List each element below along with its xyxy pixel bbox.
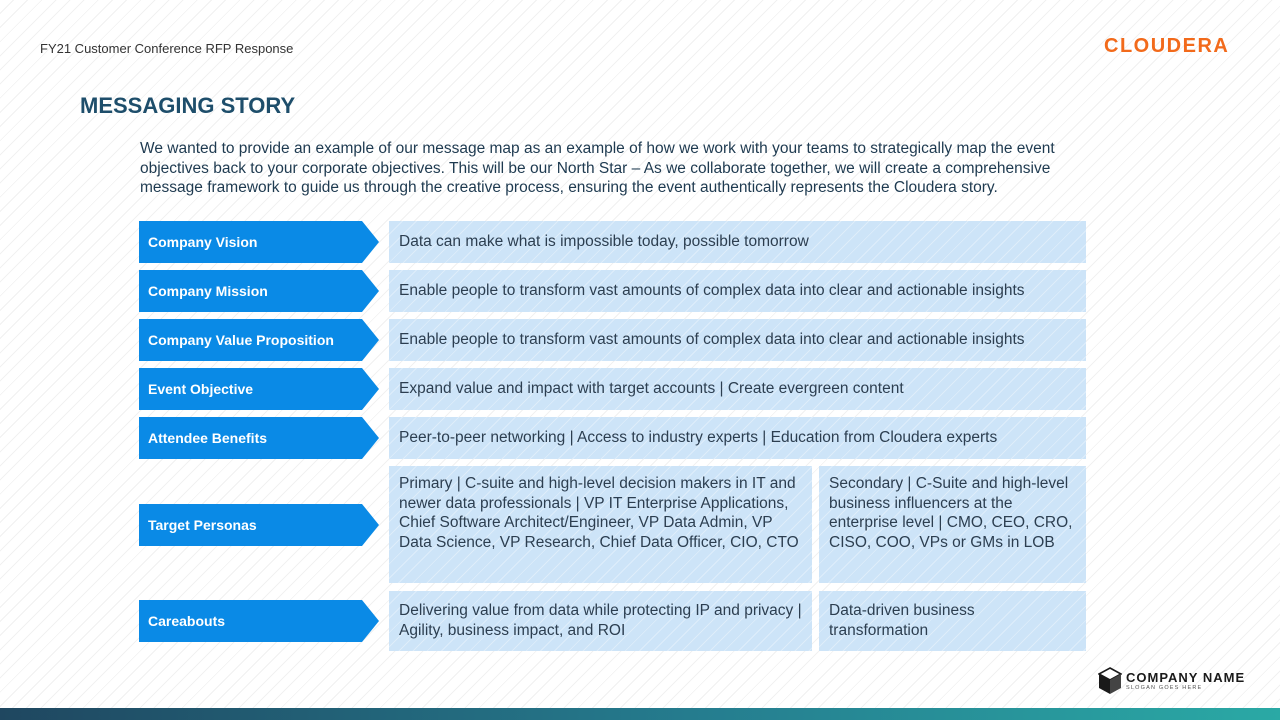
page-title: MESSAGING STORY [80,93,296,118]
label-text: Target Personas [148,517,257,533]
careabouts-primary: Delivering value from data while protecting IP and privacy | Agility, business impact, and ROI [389,591,812,651]
label-company-mission [139,270,379,312]
cube-icon [1098,667,1122,695]
row-text-company-mission: Enable people to transform vast amounts of complex data into clear and actionable insights [389,270,1086,312]
label-text: Company Vision [148,234,258,250]
label-text: Careabouts [148,613,226,629]
row-text-attendee-benefits: Peer-to-peer networking | Access to industry experts | Education from Cloudera experts [389,417,1086,459]
label-text: Company Mission [148,283,268,299]
label-text: Attendee Benefits [148,430,268,446]
company-slogan: SLOGAN GOES HERE [1126,685,1203,691]
row-text-event-objective: Expand value and impact with target accounts | Create evergreen content [389,368,1086,410]
row-text-company-value-proposition: Enable people to transform vast amounts of complex data into clear and actionable insights [389,319,1086,361]
company-name: COMPANY NAME [1126,670,1246,685]
label-event-objective [139,368,379,410]
header-title: FY21 Customer Conference RFP Response [40,41,294,56]
label-company-vision [139,221,379,263]
label-attendee-benefits [139,417,379,459]
label-careabouts [139,600,379,642]
footer-bar [0,708,1280,720]
target-personas-primary: Primary | C-suite and high-level decision makers in IT and newer data professionals | VP IT Enterprise Applications, Chief Software Architect/Engineer, VP Data Admin, VP Data Science, VP Research, Chief Data Officer, CIO, CTO [389,466,812,583]
label-target-personas [139,504,379,546]
careabouts-secondary: Data-driven business transformation [819,591,1086,651]
intro-paragraph: We wanted to provide an example of our message map as an example of how we work with your teams to strategically map the event objectives back to your corporate objectives. This will be our North Star – As we collaborate together, we will create a comprehensive message framework to guide us through the creative process, ensuring the event authentically represents the Cloudera story. [140,140,1055,196]
row-text-company-vision: Data can make what is impossible today, possible tomorrow [389,221,1086,263]
label-text: Company Value Proposition [148,332,334,348]
label-text: Event Objective [148,381,254,397]
label-company-value-proposition [139,319,379,361]
cloudera-logo: CLOUDERA [1104,35,1230,57]
target-personas-secondary: Secondary | C-Suite and high-level business influencers at the enterprise level | CMO, CEO, CRO, CISO, COO, VPs or GMs in LOB [819,466,1086,583]
